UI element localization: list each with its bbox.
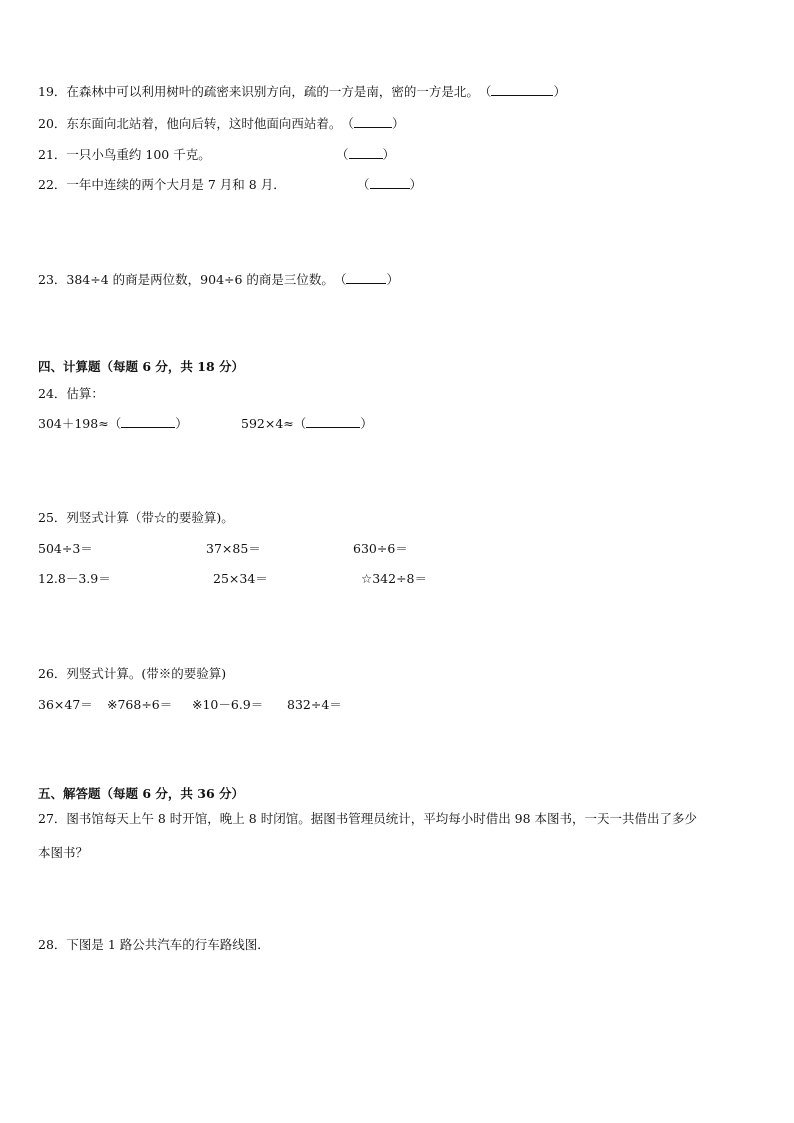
question-23 [38, 272, 399, 288]
q25-row1-item1: 504÷3＝ [38, 541, 93, 556]
answer-blank-22[interactable]: （ ） [357, 177, 423, 192]
q26-item4: 832÷4＝ [287, 697, 342, 712]
question-24-item-2: 592×4≈（ ） [241, 416, 373, 431]
question-28: 28．下图是 1 路公共汽车的行车路线图． [38, 937, 270, 952]
answer-blank-24a[interactable]: （ ） [108, 416, 188, 431]
question-20 [38, 116, 404, 132]
question-23-text: 23．384÷4 的商是两位数，904÷6 的商是三位数。 [38, 272, 334, 287]
q26-item3: ※10－6.9＝ [192, 697, 264, 712]
question-25-title: 25．列竖式计算（带☆的要验算)。 [38, 510, 234, 525]
q25-row1-item2: 37×85＝ [206, 541, 261, 556]
section-4-heading: 四、计算题（每题 6 分，共 18 分） [38, 359, 245, 374]
question-22-text: 22．一年中连续的两个大月是 7 月和 8 月． [38, 177, 286, 192]
question-21-text: 21．一只小鸟重约 100 千克。 [38, 147, 211, 162]
question-26-title: 26．列竖式计算。(带※的要验算) [38, 666, 227, 681]
question-22 [38, 177, 286, 193]
q25-row2-item2: 25×34＝ [213, 571, 268, 586]
question-21 [38, 147, 211, 163]
question-24-item-1: 304＋198≈（ ） [38, 416, 188, 431]
q25-row2-item3: ☆342÷8＝ [361, 571, 427, 586]
question-19 [38, 84, 566, 100]
q26-item2: ※768÷6＝ [107, 697, 173, 712]
answer-blank-19[interactable]: （ ） [478, 84, 566, 99]
question-19-text: 19．在森林中可以利用树叶的疏密来识别方向，疏的一方是南，密的一方是北。 [38, 84, 479, 99]
answer-blank-23[interactable]: （ ） [333, 272, 399, 287]
question-27-line-1: 27．图书馆每天上午 8 时开馆，晚上 8 时闭馆。据图书管理员统计，平均每小时借出 98 本图书，一天一共借出了多少 [38, 811, 698, 826]
question-27-line-2: 本图书？ [38, 845, 89, 860]
answer-blank-24b[interactable]: （ ） [293, 416, 373, 431]
answer-blank-21[interactable]: （ ） [336, 147, 396, 162]
question-20-text: 20．东东面向北站着，他向后转，这时他面向西站着。 [38, 116, 342, 131]
q25-row2-item1: 12.8－3.9＝ [38, 571, 111, 586]
answer-blank-20[interactable]: （ ） [341, 116, 405, 131]
q25-row1-item3: 630÷6＝ [353, 541, 408, 556]
question-24-title: 24．估算： [38, 386, 104, 401]
q26-item1: 36×47＝ [38, 697, 93, 712]
section-5-heading: 五、解答题（每题 6 分，共 36 分） [38, 786, 245, 801]
